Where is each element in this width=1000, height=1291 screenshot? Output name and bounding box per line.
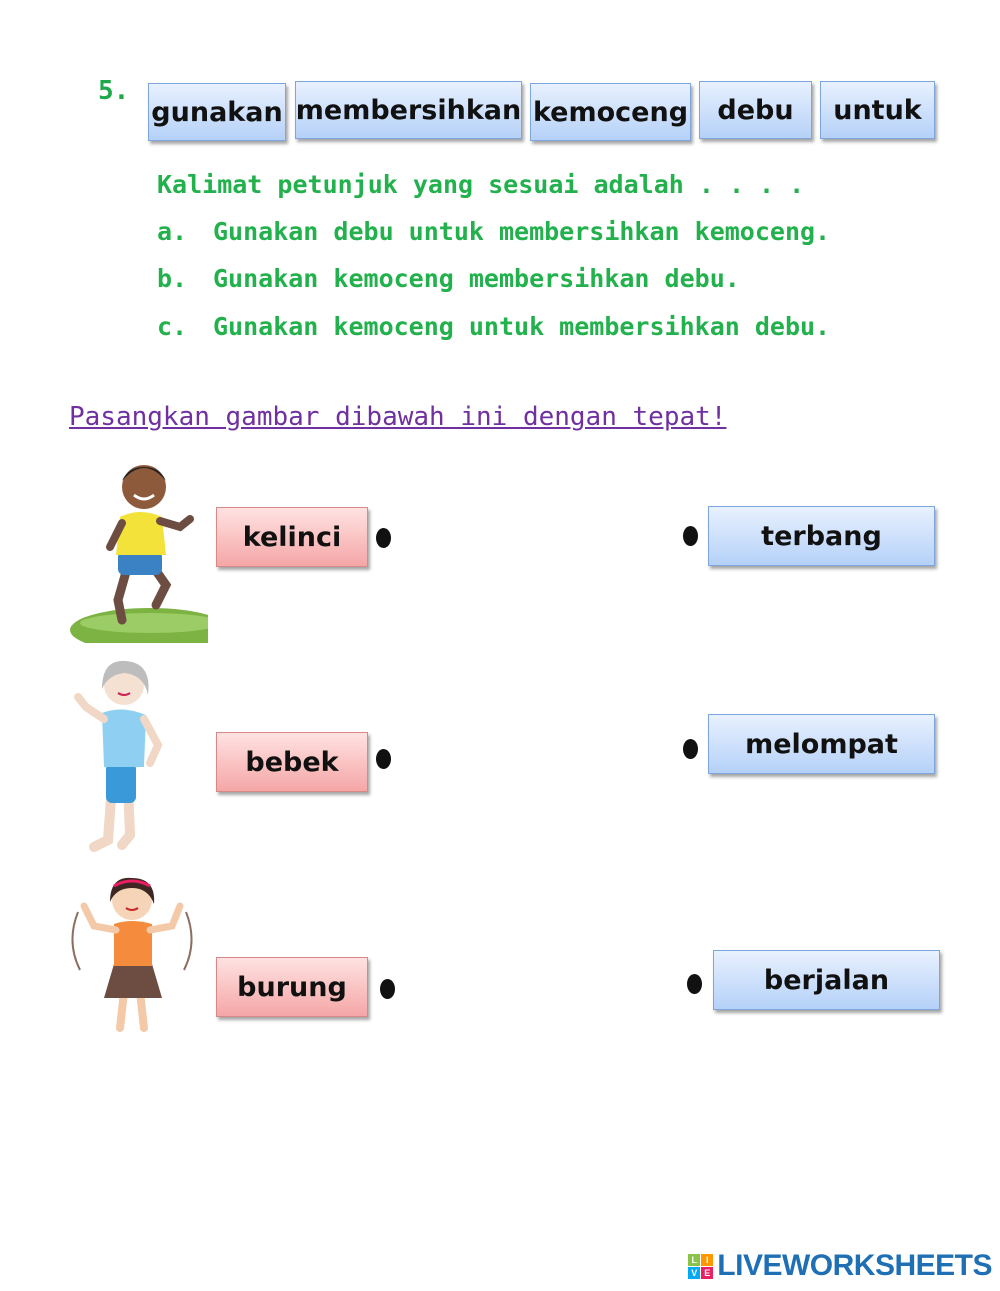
- word-tile-gunakan[interactable]: gunakan: [148, 83, 286, 141]
- option-a-letter: a.: [157, 217, 188, 246]
- word-tile-membersihkan[interactable]: membersihkan: [295, 81, 522, 139]
- left-connector-dot[interactable]: [376, 749, 391, 769]
- left-tile-kelinci[interactable]: kelinci: [216, 507, 368, 567]
- word-tile-debu[interactable]: debu: [699, 81, 812, 139]
- option-c[interactable]: [157, 312, 830, 341]
- matching-instruction: Pasangkan gambar dibawah ini dengan tepat!: [69, 402, 727, 432]
- word-tile-untuk[interactable]: untuk: [820, 81, 935, 139]
- left-connector-dot[interactable]: [376, 528, 391, 548]
- boy-jumping-illustration: [70, 455, 208, 643]
- right-connector-dot[interactable]: [687, 974, 702, 994]
- right-connector-dot[interactable]: [683, 526, 698, 546]
- logo-icon: [688, 1254, 713, 1279]
- option-c-text: Gunakan kemoceng untuk membersihkan debu.: [213, 312, 831, 341]
- option-a[interactable]: [157, 217, 830, 246]
- logo-text: LIVEWORKSHEETS: [717, 1249, 992, 1282]
- logo-icon-letter: V: [688, 1267, 700, 1279]
- liveworksheets-logo: [688, 1249, 992, 1283]
- right-tile-berjalan[interactable]: berjalan: [713, 950, 940, 1010]
- option-a-text: Gunakan debu untuk membersihkan kemoceng.: [213, 217, 831, 246]
- left-connector-dot[interactable]: [380, 979, 395, 999]
- question-number: 5.: [98, 76, 130, 106]
- option-b-text: Gunakan kemoceng membersihkan debu.: [213, 264, 740, 293]
- right-tile-terbang[interactable]: terbang: [708, 506, 935, 566]
- logo-icon-letter: L: [688, 1254, 700, 1266]
- left-tile-burung[interactable]: burung: [216, 957, 368, 1017]
- right-connector-dot[interactable]: [683, 739, 698, 759]
- option-b[interactable]: [157, 264, 740, 293]
- girl-waving-illustration: [72, 655, 172, 855]
- left-tile-bebek[interactable]: bebek: [216, 732, 368, 792]
- right-tile-melompat[interactable]: melompat: [708, 714, 935, 774]
- option-b-letter: b.: [157, 264, 188, 293]
- logo-icon-letter: I: [701, 1254, 713, 1266]
- word-tile-kemoceng[interactable]: kemoceng: [530, 83, 691, 141]
- option-c-letter: c.: [157, 312, 188, 341]
- question-prompt: Kalimat petunjuk yang sesuai adalah . . . .: [157, 170, 805, 199]
- girl-arms-moving-illustration: [68, 872, 196, 1036]
- logo-icon-letter: E: [701, 1267, 713, 1279]
